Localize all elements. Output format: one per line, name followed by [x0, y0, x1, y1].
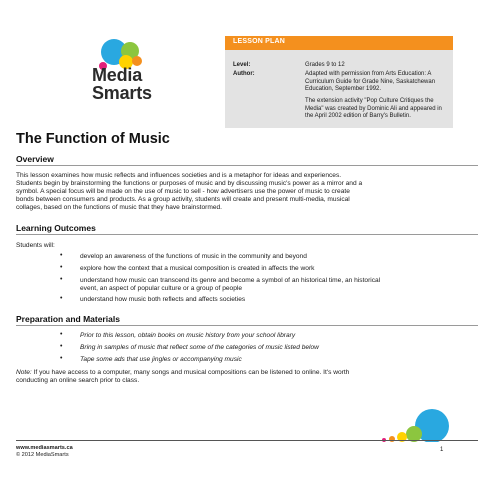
bullet-marker: • [60, 276, 63, 283]
level-value: Grades 9 to 12 [305, 62, 345, 68]
outcome-item: explore how the context that a musical composition is created in affects the work [80, 265, 315, 272]
bullet-marker: • [60, 264, 63, 271]
bullet-marker: • [60, 252, 63, 259]
author-extra: The extension activity "Pop Culture Critiques the Media" was created by Dominic Ali and appeared in the April 2002 edition of Barry's Bulletin. [305, 98, 442, 120]
logo-word-media: Media [92, 65, 143, 85]
footer-rule [16, 440, 478, 441]
preparation-item: Tape some ads that use jingles or accompanying music [80, 356, 242, 363]
overview-line: bonds between consumers and products. As a group activity, students will create and present multi-media, musical [16, 196, 350, 203]
author-label: Author: [233, 71, 255, 77]
lesson-plan-header-text: LESSON PLAN [233, 38, 285, 45]
outcomes-rule [16, 234, 478, 235]
preparation-item: Prior to this lesson, obtain books on music history from your school library [80, 332, 296, 339]
footer-decorative-circles [360, 408, 460, 442]
outcome-item: develop an awareness of the functions of music in the community and beyond [80, 253, 307, 260]
overview-heading: Overview [16, 154, 54, 164]
preparation-rule [16, 325, 478, 326]
overview-line: collages, based on the functions of music that they have brainstormed. [16, 204, 222, 211]
logo-word-smarts: Smarts [92, 83, 152, 103]
outcomes-heading: Learning Outcomes [16, 223, 96, 233]
page-number: 1 [440, 447, 444, 453]
footer-website[interactable]: www.mediasmarts.ca [16, 445, 73, 451]
overview-line: This lesson examines how music reflects and influences societies and is a metaphor for ideas and experiences. [16, 172, 342, 179]
outcomes-intro: Students will: [16, 242, 55, 249]
preparation-item: Bring in samples of music that reflect some of the categories of music listed below [80, 344, 319, 351]
page-title: The Function of Music [16, 131, 170, 147]
preparation-note-continued: conducting an online search prior to class. [16, 377, 140, 384]
bullet-marker: • [60, 331, 63, 338]
preparation-heading: Preparation and Materials [16, 314, 120, 324]
outcome-item: understand how music can transcend its genre and become a symbol of an historical time, an historical [80, 277, 381, 284]
outcome-item-continued: event, an aspect of popular culture or a group of people [80, 285, 243, 292]
logo-wordmark [92, 66, 182, 102]
bullet-marker: • [60, 343, 63, 350]
lesson-plan-header [225, 36, 453, 50]
note-text: If you have access to a computer, many songs and musical compositions can be listened to online. It's worth [31, 369, 350, 376]
overview-line: symbol. A special focus will be made on the use of music to sell - how advertisers use the power of music to create [16, 188, 350, 195]
overview-rule [16, 165, 478, 166]
footer-copyright: © 2012 MediaSmarts [16, 452, 69, 458]
level-label: Level: [233, 62, 251, 68]
bullet-marker: • [60, 295, 63, 302]
overview-line: Students begin by brainstorming the functions or purposes of music and by discussing music's power as a mirror and a [16, 180, 363, 187]
bullet-marker: • [60, 355, 63, 362]
outcome-item: understand how music both reflects and affects societies [80, 296, 246, 303]
author-value: Adapted with permission from Arts Education: A Curriculum Guide for Grade Nine, Saskatchewan Education, September 1992. [305, 71, 436, 93]
note-label: Note: [16, 369, 32, 376]
